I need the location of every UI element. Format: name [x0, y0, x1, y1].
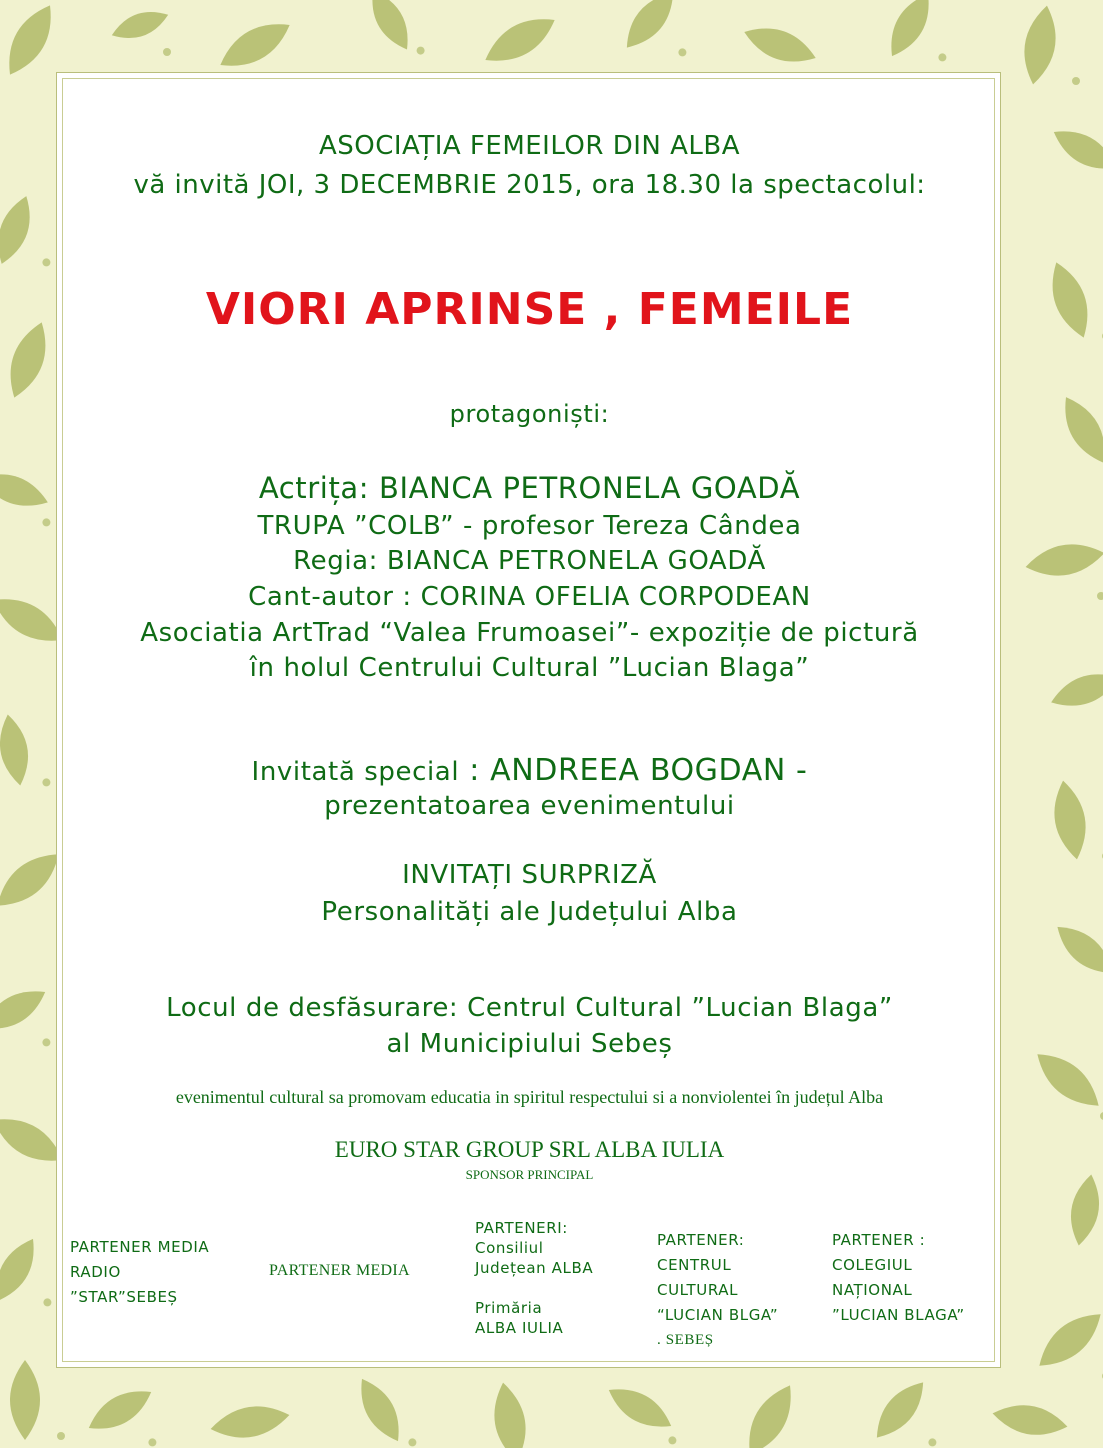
sponsor-label: SPONSOR PRINCIPAL: [465, 1167, 594, 1182]
leaf-shape: [1048, 778, 1091, 862]
partner-line: COLEGIUL: [832, 1256, 913, 1274]
leaf-shape: [108, 4, 172, 46]
berry-dot: [148, 1438, 156, 1446]
partner-line: PARTENER MEDIA: [70, 1238, 210, 1256]
show-title: VIORI APRINSE , FEMEILE: [205, 284, 854, 335]
berry-dot: [43, 1298, 51, 1306]
leaf-shape: [82, 1380, 158, 1439]
leaf-shape: [1042, 257, 1098, 342]
partner-line: CENTRUL: [657, 1256, 732, 1274]
leaf-shape: [880, 0, 939, 63]
special-guest-label: Invitată special: [251, 757, 460, 787]
berry-dot: [163, 48, 171, 56]
protagonist-director: Regia: BIANCA PETRONELA GOADĂ: [293, 546, 766, 576]
partner-line: PARTENER:: [657, 1231, 745, 1249]
protagonist-exhibition: Asociatia ArtTrad “Valea Frumoasei”- expoziție de pictură: [140, 618, 919, 648]
leaf-shape: [990, 1399, 1070, 1440]
venue-line-2: al Municipiului Sebeș: [386, 1029, 673, 1059]
leaf-shape: [0, 980, 52, 1039]
leaf-shape: [739, 19, 820, 72]
partner-line: Primăria: [475, 1299, 543, 1317]
leaf-shape: [1030, 1303, 1103, 1377]
surprise-subtitle: Personalități ale Județului Alba: [321, 897, 738, 927]
leaf-shape: [1028, 1043, 1103, 1117]
partner-line: RADIO: [70, 1263, 121, 1281]
partner-line: ”LUCIAN BLAGA”: [832, 1306, 965, 1324]
partner-line: Consiliul: [475, 1239, 544, 1257]
partner-line: PARTENERI:: [475, 1219, 568, 1237]
protagonist-exhibition-location: în holul Centrului Cultural ”Lucian Blaga”: [249, 653, 810, 683]
partner-line: ALBA IULIA: [475, 1319, 564, 1337]
invitation-line: vă invită JOI, 3 DECEMBRIE 2015, ora 18.30 la spectacolul:: [133, 170, 926, 200]
leaf-shape: [0, 192, 39, 269]
partner-line: Județean ALBA: [475, 1259, 594, 1277]
berry-dot: [417, 47, 425, 55]
leaf-shape: [478, 7, 562, 73]
special-guest-role: prezentatoarea evenimentului: [324, 791, 735, 821]
organization-name: ASOCIAȚIA FEMEILOR DIN ALBA: [318, 131, 740, 161]
berry-dot: [1072, 77, 1080, 85]
leaf-shape: [1047, 120, 1103, 179]
leaf-shape: [1065, 1172, 1103, 1248]
event-motto: evenimentul cultural sa promovam educatia in spiritul respectului si a nonviolentei în județul Alba: [175, 1087, 884, 1107]
leaf-shape: [737, 1378, 803, 1448]
leaf-shape: [0, 465, 52, 515]
partner-line: PARTENER :: [832, 1231, 926, 1249]
leaf-shape: [1023, 538, 1103, 581]
berry-dot: [678, 48, 686, 56]
partner-line: ”STAR”SEBEȘ: [70, 1288, 178, 1306]
leaf-shape: [0, 0, 63, 82]
leaf-shape: [213, 12, 297, 78]
berry-dot: [42, 518, 50, 526]
partner-cultural-center: [657, 1228, 778, 1353]
leaf-shape: [488, 1380, 531, 1448]
partner-line: CULTURAL: [657, 1281, 739, 1299]
berry-dot: [57, 1432, 65, 1440]
berry-dot: [928, 1438, 936, 1446]
leaf-shape: [350, 1372, 409, 1448]
leaf-shape: [867, 1374, 934, 1447]
berry-dot: [668, 1436, 676, 1444]
leaf-shape: [0, 1232, 45, 1308]
partner-media-2: PARTENER MEDIA: [269, 1262, 410, 1279]
leaf-shape: [602, 1378, 678, 1437]
partner-line: . SEBEȘ: [657, 1332, 714, 1348]
berry-dot: [42, 1038, 50, 1046]
leaf-shape: [208, 1400, 292, 1443]
protagonist-actress: Actrița: BIANCA PETRONELA GOADĂ: [258, 471, 801, 505]
partner-line: NAȚIONAL: [832, 1281, 913, 1299]
sponsor-name: EURO STAR GROUP SRL ALBA IULIA: [334, 1137, 725, 1162]
leaf-shape: [1054, 390, 1103, 470]
leaf-shape: [1049, 917, 1103, 984]
berry-dot: [408, 1438, 416, 1446]
berry-dot: [42, 778, 50, 786]
venue-line-1: Locul de desfăsurare: Centrul Cultural ”Lucian Blaga”: [166, 993, 893, 1023]
leaf-shape: [617, 0, 684, 56]
protagonists-label: protagoniști:: [449, 400, 610, 428]
leaf-shape: [0, 712, 34, 788]
berry-dot: [1097, 592, 1103, 600]
invitation-card: [56, 72, 1001, 1368]
special-guest: [57, 753, 1002, 788]
berry-dot: [938, 53, 946, 61]
protagonist-troupe: TRUPA ”COLB” - profesor Tereza Cândea: [257, 511, 802, 541]
leaf-shape: [10, 1360, 40, 1440]
partners-institutions: [475, 1218, 593, 1338]
partner-media-radio: [70, 1235, 209, 1310]
leaf-shape: [362, 0, 418, 56]
leaf-shape: [1047, 665, 1103, 715]
leaf-shape: [1018, 3, 1061, 87]
protagonist-singer: Cant-autor : CORINA OFELIA CORPODEAN: [248, 582, 811, 612]
berry-dot: [42, 258, 50, 266]
partner-line: “LUCIAN BLGA”: [657, 1306, 779, 1324]
surprise-title: INVITAȚI SURPRIZĂ: [402, 860, 657, 890]
partner-national-college: [832, 1228, 965, 1328]
special-guest-name: : ANDREEA BOGDAN -: [459, 753, 808, 788]
leaf-shape: [0, 317, 56, 402]
